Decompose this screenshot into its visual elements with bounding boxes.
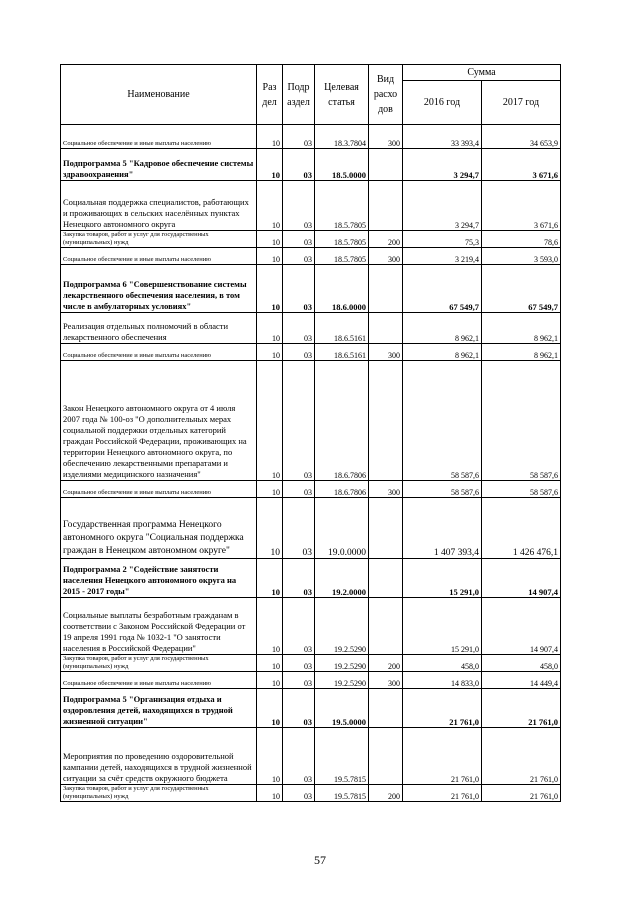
row-podrazdel: 03: [283, 481, 315, 498]
row-value-2017: 458,0: [482, 655, 561, 672]
row-razdel: 10: [257, 181, 283, 231]
row-target-article: 18.5.7805: [315, 231, 369, 248]
row-expense-type: [369, 498, 403, 559]
row-expense-type: [369, 728, 403, 785]
row-podrazdel: 03: [283, 559, 315, 598]
row-value-2016: 3 219,4: [403, 248, 482, 265]
table-row: [61, 361, 561, 481]
row-razdel: 10: [257, 481, 283, 498]
row-name: Подпрограмма 2 "Содействие занятости населения Ненецкого автономного округа на 2015 - 2017 годы": [61, 559, 257, 598]
row-razdel: 10: [257, 498, 283, 559]
row-target-article: 18.6.5161: [315, 344, 369, 361]
header-year-2017: 2017 год: [482, 81, 561, 125]
row-razdel: 10: [257, 361, 283, 481]
header-razdel: Раз дел: [257, 65, 283, 125]
table-row: [61, 248, 561, 265]
row-podrazdel: 03: [283, 785, 315, 802]
row-value-2017: 78,6: [482, 231, 561, 248]
table-row: [61, 559, 561, 598]
row-value-2017: 3 593,0: [482, 248, 561, 265]
row-razdel: 10: [257, 785, 283, 802]
row-podrazdel: 03: [283, 598, 315, 655]
row-value-2016: 67 549,7: [403, 265, 482, 313]
budget-table: [60, 64, 561, 802]
page-number: 57: [314, 853, 326, 867]
row-target-article: 18.6.7806: [315, 481, 369, 498]
row-razdel: 10: [257, 344, 283, 361]
row-name: Социальное обеспечение и иные выплаты населению: [61, 344, 257, 361]
row-target-article: 19.2.5290: [315, 598, 369, 655]
row-target-article: 18.6.5161: [315, 313, 369, 344]
row-podrazdel: 03: [283, 181, 315, 231]
table-row: [61, 265, 561, 313]
row-value-2017: 8 962,1: [482, 344, 561, 361]
row-value-2016: 33 393,4: [403, 125, 482, 149]
row-value-2016: 3 294,7: [403, 181, 482, 231]
row-podrazdel: 03: [283, 313, 315, 344]
row-name: Подпрограмма 6 "Совершенствование системы лекарственного обеспечения населения, в том числе в амбулаторных условиях": [61, 265, 257, 313]
row-expense-type: 300: [369, 125, 403, 149]
table-row: [61, 498, 561, 559]
header-target-article: Целевая статья: [315, 65, 369, 125]
row-value-2016: 58 587,6: [403, 361, 482, 481]
table-row: [61, 125, 561, 149]
row-podrazdel: 03: [283, 248, 315, 265]
table-row: [61, 181, 561, 231]
row-value-2017: 3 671,6: [482, 149, 561, 181]
header-expense-type: Вид расхо дов: [369, 65, 403, 125]
row-expense-type: 300: [369, 248, 403, 265]
row-expense-type: [369, 181, 403, 231]
row-expense-type: [369, 313, 403, 344]
row-value-2017: 58 587,6: [482, 481, 561, 498]
header-sum: Сумма: [403, 65, 561, 81]
row-value-2016: 21 761,0: [403, 689, 482, 728]
row-podrazdel: 03: [283, 149, 315, 181]
table-row: [61, 149, 561, 181]
row-value-2017: 21 761,0: [482, 785, 561, 802]
table-row: [61, 344, 561, 361]
row-razdel: 10: [257, 248, 283, 265]
row-name: Социальная поддержка специалистов, работающих и проживающих в сельских населённых пунктах Ненецкого автономного округа: [61, 181, 257, 231]
row-podrazdel: 03: [283, 265, 315, 313]
row-target-article: 19.0.0000: [315, 498, 369, 559]
table-row: [61, 672, 561, 689]
row-value-2017: 1 426 476,1: [482, 498, 561, 559]
row-target-article: 18.6.7806: [315, 361, 369, 481]
row-razdel: 10: [257, 672, 283, 689]
row-value-2016: 15 291,0: [403, 559, 482, 598]
row-podrazdel: 03: [283, 231, 315, 248]
row-podrazdel: 03: [283, 361, 315, 481]
row-name: Подпрограмма 5 "Кадровое обеспечение системы здравоохранения": [61, 149, 257, 181]
row-razdel: 10: [257, 231, 283, 248]
row-name: Государственная программа Ненецкого автономного округа "Социальная поддержка граждан в Ненецком автономном округе": [61, 498, 257, 559]
row-value-2016: 15 291,0: [403, 598, 482, 655]
row-value-2016: 458,0: [403, 655, 482, 672]
row-expense-type: [369, 361, 403, 481]
row-name: Реализация отдельных полномочий в области лекарственного обеспечения: [61, 313, 257, 344]
row-name: Закон Ненецкого автономного округа от 4 июля 2007 года № 100-оз "О дополнительных мерах социальной поддержки отдельных категорий граждан Российской Федерации, проживающих на территории Ненецкого автономного округа, по обеспечению лекарственными препаратами и изделиями медицинского назначения": [61, 361, 257, 481]
row-target-article: 18.6.0000: [315, 265, 369, 313]
row-expense-type: 200: [369, 231, 403, 248]
row-podrazdel: 03: [283, 689, 315, 728]
table-row: [61, 231, 561, 248]
row-target-article: 19.5.0000: [315, 689, 369, 728]
row-value-2017: 21 761,0: [482, 728, 561, 785]
row-name: Подпрограмма 5 "Организация отдыха и оздоровления детей, находящихся в трудной жизненной ситуации": [61, 689, 257, 728]
row-podrazdel: 03: [283, 728, 315, 785]
row-name: Социальное обеспечение и иные выплаты населению: [61, 672, 257, 689]
row-podrazdel: 03: [283, 344, 315, 361]
row-expense-type: [369, 598, 403, 655]
row-value-2017: 14 907,4: [482, 559, 561, 598]
row-expense-type: [369, 559, 403, 598]
row-value-2016: 75,3: [403, 231, 482, 248]
row-podrazdel: 03: [283, 672, 315, 689]
row-target-article: 19.2.0000: [315, 559, 369, 598]
row-razdel: 10: [257, 149, 283, 181]
table-row: [61, 481, 561, 498]
header-year-2016: 2016 год: [403, 81, 482, 125]
row-value-2016: 14 833,0: [403, 672, 482, 689]
row-podrazdel: 03: [283, 655, 315, 672]
row-value-2016: 58 587,6: [403, 481, 482, 498]
row-value-2017: 3 671,6: [482, 181, 561, 231]
row-name: Закупка товаров, работ и услуг для государственных (муниципальных) нужд: [61, 655, 257, 672]
header-podrazdel: Подр аздел: [283, 65, 315, 125]
row-razdel: 10: [257, 598, 283, 655]
row-target-article: 19.5.7815: [315, 785, 369, 802]
row-expense-type: 300: [369, 672, 403, 689]
row-value-2017: 8 962,1: [482, 313, 561, 344]
row-expense-type: [369, 149, 403, 181]
row-expense-type: 300: [369, 344, 403, 361]
row-value-2016: 8 962,1: [403, 313, 482, 344]
row-value-2017: 34 653,9: [482, 125, 561, 149]
row-target-article: 18.3.7804: [315, 125, 369, 149]
row-razdel: 10: [257, 313, 283, 344]
row-value-2017: 14 449,4: [482, 672, 561, 689]
row-target-article: 18.5.7805: [315, 248, 369, 265]
row-expense-type: [369, 689, 403, 728]
row-value-2017: 58 587,6: [482, 361, 561, 481]
row-value-2016: 3 294,7: [403, 149, 482, 181]
row-value-2016: 1 407 393,4: [403, 498, 482, 559]
table-row: [61, 785, 561, 802]
row-value-2017: 67 549,7: [482, 265, 561, 313]
table-row: [61, 655, 561, 672]
row-name: Закупка товаров, работ и услуг для государственных (муниципальных) нужд: [61, 785, 257, 802]
row-name: Мероприятия по проведению оздоровительной кампании детей, находящихся в трудной жизненной ситуации за счёт средств окружного бюджета: [61, 728, 257, 785]
row-podrazdel: 03: [283, 498, 315, 559]
row-name: Социальные выплаты безработным гражданам в соответствии с Законом Российской Федерации от 19 апреля 1991 года № 1032-1 "О занятости населения в Российской Федерации": [61, 598, 257, 655]
row-target-article: 19.5.7815: [315, 728, 369, 785]
table-row: [61, 313, 561, 344]
row-name: Закупка товаров, работ и услуг для государственных (муниципальных) нужд: [61, 231, 257, 248]
row-value-2017: 14 907,4: [482, 598, 561, 655]
row-razdel: 10: [257, 689, 283, 728]
row-target-article: 18.5.0000: [315, 149, 369, 181]
header-name: Наименование: [61, 65, 257, 125]
row-value-2016: 8 962,1: [403, 344, 482, 361]
row-expense-type: 200: [369, 655, 403, 672]
row-target-article: 19.2.5290: [315, 655, 369, 672]
row-target-article: 18.5.7805: [315, 181, 369, 231]
row-target-article: 19.2.5290: [315, 672, 369, 689]
row-expense-type: [369, 265, 403, 313]
row-name: Социальное обеспечение и иные выплаты населению: [61, 125, 257, 149]
table-row: [61, 728, 561, 785]
row-razdel: 10: [257, 265, 283, 313]
row-value-2016: 21 761,0: [403, 728, 482, 785]
table-row: [61, 689, 561, 728]
row-value-2016: 21 761,0: [403, 785, 482, 802]
row-expense-type: 200: [369, 785, 403, 802]
row-name: Социальное обеспечение и иные выплаты населению: [61, 481, 257, 498]
row-expense-type: 300: [369, 481, 403, 498]
row-razdel: 10: [257, 728, 283, 785]
table-row: [61, 598, 561, 655]
row-podrazdel: 03: [283, 125, 315, 149]
row-razdel: 10: [257, 125, 283, 149]
row-name: Социальное обеспечение и иные выплаты населению: [61, 248, 257, 265]
row-razdel: 10: [257, 559, 283, 598]
row-value-2017: 21 761,0: [482, 689, 561, 728]
row-razdel: 10: [257, 655, 283, 672]
